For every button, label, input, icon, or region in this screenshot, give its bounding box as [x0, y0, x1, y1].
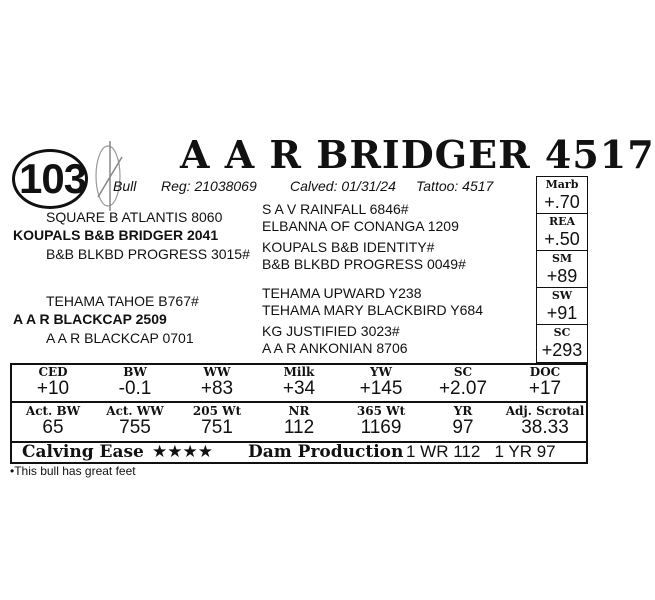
calving-ease-label: Calving Ease: [22, 442, 144, 462]
lot-badge: [10, 137, 120, 215]
actuals-header: NR: [288, 404, 310, 418]
side-epd-value: +.70: [544, 192, 580, 212]
side-epd-value: +293: [541, 340, 583, 360]
actuals-value: 65: [42, 417, 64, 438]
epd-value: +145: [359, 378, 403, 399]
pedigree-dam-dam-dam: A A R BLACKCAP 0701: [46, 330, 194, 346]
actuals-value: 751: [201, 417, 233, 438]
pedigree-dam-sire: TEHAMA UPWARD Y238: [262, 285, 422, 301]
actuals-value: 97: [452, 417, 474, 438]
epd-header: SC: [453, 365, 473, 379]
side-epd-label: SM: [537, 251, 587, 266]
epd-header: WW: [203, 365, 231, 379]
epd-value: -0.1: [118, 378, 152, 399]
pedigree-dam-sire-sire: TEHAMA TAHOE B767#: [46, 293, 199, 309]
side-epd-value: +89: [546, 266, 578, 286]
side-epd-label: SW: [537, 288, 587, 303]
tattoo: Tattoo: 4517: [416, 178, 494, 194]
side-epd-label: REA: [537, 214, 587, 229]
epd-header: CED: [38, 365, 68, 379]
pedigree-sire-dam-sire: S A V RAINFALL 6846#: [262, 201, 409, 217]
calving-date: Calved: 01/31/24: [290, 178, 396, 194]
pedigree-dam-dam-sire: KG JUSTIFIED 3023#: [262, 323, 400, 339]
epd-header: BW: [123, 365, 147, 379]
footer-note-text: •This bull has great feet: [10, 464, 136, 478]
actuals-value: 755: [119, 417, 151, 438]
actuals-header: Act. WW: [106, 404, 164, 418]
calving-dam-row: [10, 442, 588, 464]
pedigree-sire-dam-dam: ELBANNA OF CONANGA 1209: [262, 218, 459, 234]
side-epd-sw: [536, 287, 588, 326]
epd-header: DOC: [529, 365, 561, 379]
dam-production-label: Dam Production: [248, 442, 404, 462]
epd-header: Milk: [283, 365, 315, 379]
animal-name: A A R BRIDGER 4517: [180, 132, 655, 177]
epd-header: YW: [369, 365, 393, 379]
lot-number: 103: [19, 155, 87, 202]
pedigree-sire-sire-dam: B&B BLKBD PROGRESS 3015#: [46, 246, 250, 262]
pedigree-sire-sire-sire: SQUARE B ATLANTIS 8060: [46, 209, 223, 225]
dam-production-value: 1 WR 112 1 YR 97: [406, 442, 556, 461]
table-divider: [12, 401, 586, 403]
actuals-value: 112: [283, 417, 315, 438]
side-epd-sm: [536, 250, 588, 289]
epd-value: +17: [528, 378, 562, 399]
actuals-header: 205 Wt: [192, 404, 242, 418]
pedigree-sire-dam: KOUPALS B&B IDENTITY#: [262, 239, 435, 255]
pedigree-dam-dam: A A R ANKONIAN 8706: [262, 340, 408, 356]
side-epd-value: +91: [546, 303, 578, 323]
registration-number: Reg: 21038069: [161, 178, 257, 194]
epd-value: +83: [200, 378, 234, 399]
pedigree-dam: A A R BLACKCAP 2509: [13, 311, 167, 327]
side-epd-sc: [536, 324, 588, 363]
pedigree-sire: KOUPALS B&B BRIDGER 2041: [13, 227, 219, 243]
actuals-value: 1169: [360, 417, 402, 438]
side-epd-marb: [536, 176, 588, 215]
pedigree-dam-sire-dam: TEHAMA MARY BLACKBIRD Y684: [262, 302, 483, 318]
actuals-header: YR: [453, 404, 473, 418]
pedigree-sire-dam-2: B&B BLKBD PROGRESS 0049#: [262, 256, 466, 272]
footer-note: [10, 464, 588, 478]
side-epd-rea: [536, 213, 588, 252]
epd-value: +2.07: [438, 378, 488, 399]
side-epd-label: SC: [537, 325, 587, 340]
actuals-header: Adj. Scrotal: [505, 404, 585, 418]
epd-value: +34: [282, 378, 316, 399]
epd-value: +10: [36, 378, 70, 399]
actuals-value: 38.33: [521, 417, 569, 438]
animal-sex: Bull: [113, 178, 137, 194]
ranch-logo-icon: [88, 137, 124, 215]
side-epd-label: Marb: [537, 177, 587, 192]
actuals-header: 365 Wt: [356, 404, 406, 418]
side-epd-value: +.50: [544, 229, 580, 249]
calving-ease-stars-icon: ★★★★: [152, 442, 213, 461]
actuals-header: Act. BW: [25, 404, 81, 418]
